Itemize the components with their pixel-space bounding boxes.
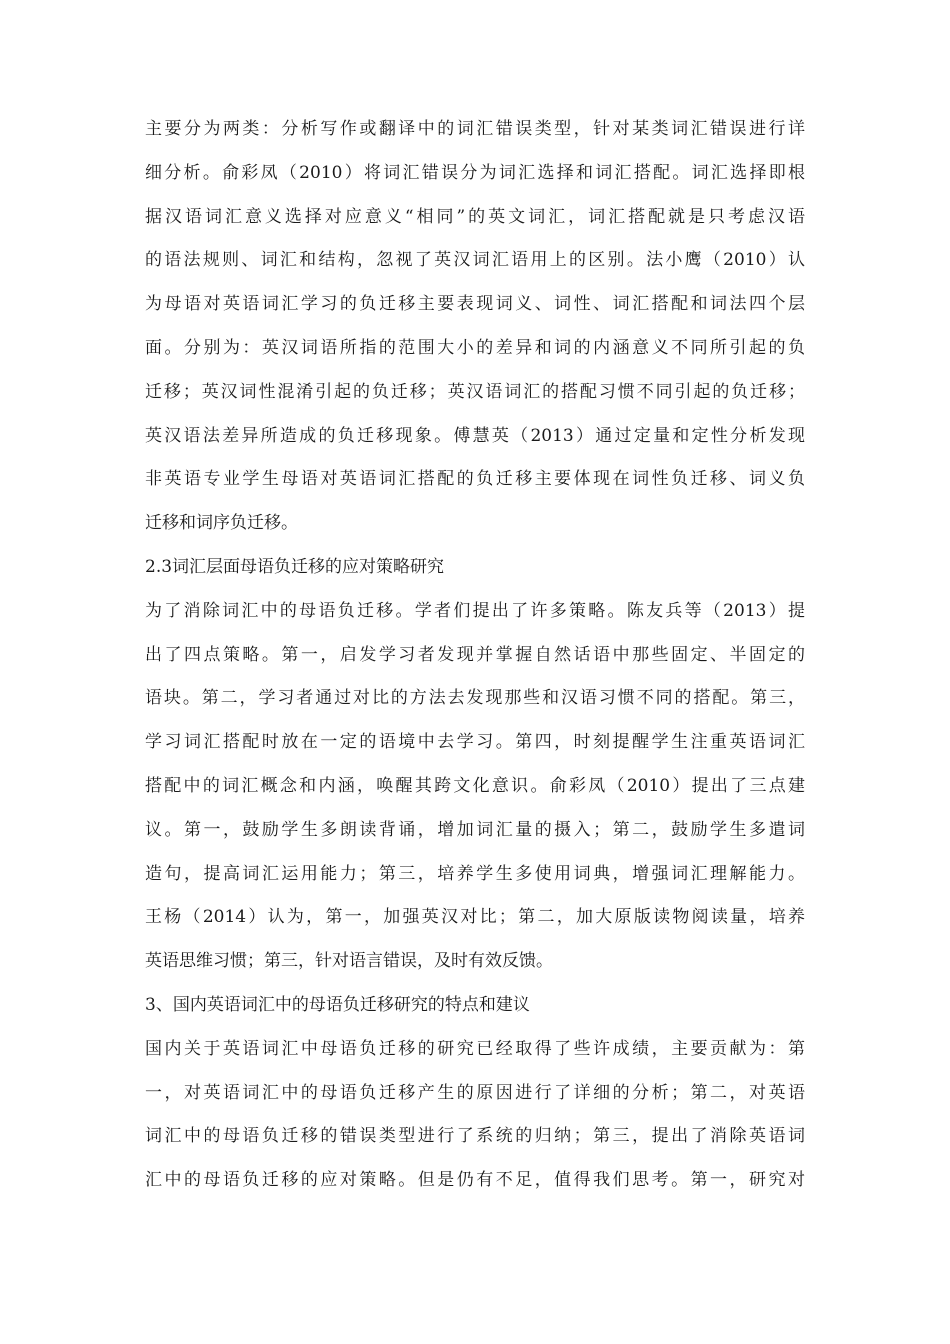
text-line: 国内关于英语词汇中母语负迁移的研究已经取得了些许成绩，主要贡献为：第 [145,1038,805,1059]
text-line: 迁移和词序负迁移。 [145,513,298,534]
text-line: 英语思维习惯；第三，针对语言错误，及时有效反馈。 [145,951,553,972]
text-line: 为母语对英语词汇学习的负迁移主要表现词义、词性、词汇搭配和词法四个层 [145,294,805,315]
text-line: 词汇中的母语负迁移的错误类型进行了系统的归纳；第三，提出了消除英语词 [145,1126,805,1147]
text-line: 汇中的母语负迁移的应对策略。但是仍有不足，值得我们思考。第一，研究对 [145,1170,805,1191]
text-line: 非英语专业学生母语对英语词汇搭配的负迁移主要体现在词性负迁移、词义负 [145,469,805,490]
text-line: 语块。第二，学习者通过对比的方法去发现那些和汉语习惯不同的搭配。第三， [145,688,805,709]
text-line: 为了消除词汇中的母语负迁移。学者们提出了许多策略。陈友兵等（2013）提 [145,600,805,621]
text-line: 细分析。俞彩凤（2010）将词汇错误分为词汇选择和词汇搭配。词汇选择即根 [145,162,805,183]
text-line: 的语法规则、词汇和结构，忽视了英汉词汇语用上的区别。法小鹰（2010）认 [145,250,805,271]
text-line: 英汉语法差异所造成的负迁移现象。傅慧英（2013）通过定量和定性分析发现 [145,425,805,446]
text-line: 2.3词汇层面母语负迁移的应对策略研究 [145,556,445,577]
text-line: 议。第一，鼓励学生多朗读背诵，增加词汇量的摄入；第二，鼓励学生多遣词 [145,819,805,840]
body-text [145,108,805,1203]
text-line: 一，对英语词汇中的母语负迁移产生的原因进行了详细的分析；第二，对英语 [145,1082,805,1103]
text-line: 搭配中的词汇概念和内涵，唤醒其跨文化意识。俞彩凤（2010）提出了三点建 [145,775,805,796]
text-line: 王杨（2014）认为，第一，加强英汉对比；第二，加大原版读物阅读量，培养 [145,907,805,928]
text-line: 出了四点策略。第一，启发学习者发现并掌握自然话语中那些固定、半固定的 [145,644,805,665]
text-line: 主要分为两类：分析写作或翻译中的词汇错误类型，针对某类词汇错误进行详 [145,119,805,139]
text-line: 学习词汇搭配时放在一定的语境中去学习。第四，时刻提醒学生注重英语词汇 [145,732,805,753]
text-line: 面。分别为：英汉词语所指的范围大小的差异和词的内涵意义不同所引起的负 [145,337,805,358]
text-line: 据汉语词汇意义选择对应意义“相同”的英文词汇，词汇搭配就是只考虑汉语 [145,206,805,227]
text-line: 迁移；英汉词性混淆引起的负迁移；英汉语词汇的搭配习惯不同引起的负迁移； [145,381,805,402]
text-line: 造句，提高词汇运用能力；第三，培养学生多使用词典，增强词汇理解能力。 [145,863,805,884]
text-line: 3、国内英语词汇中的母语负迁移研究的特点和建议 [145,994,530,1015]
